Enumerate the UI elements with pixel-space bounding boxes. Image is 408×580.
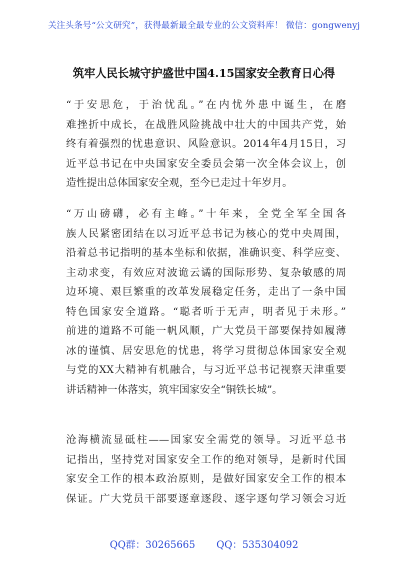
paragraph-line: 难挫折中成长，在战胜风险挑战中壮大的中国共产党，始 bbox=[66, 118, 346, 131]
paragraph-line: 造性提出总体国家安全观，至今已走过十年岁月。 bbox=[66, 177, 293, 189]
paragraph-line: 主动求变，有效应对波诡云谲的国际形势、复杂敏感的周 bbox=[66, 266, 346, 279]
paragraph-line: 边环境、艰巨繁重的改革发展稳定任务，走出了一条中国 bbox=[66, 286, 346, 298]
paragraph-line: 特色国家安全道路。“聪者听于无声，明者见于未形。” bbox=[66, 305, 346, 318]
footer-qq-group: QQ群：30265665 bbox=[109, 540, 196, 551]
paragraph-2 bbox=[66, 205, 346, 400]
paragraph-line: 前进的道路不可能一帆风顺，广大党员干部要保持如履薄 bbox=[66, 325, 346, 337]
footer-contact-note bbox=[0, 537, 408, 551]
paragraph-line: 沿着总书记指明的基本坐标和依据，准确识变、科学应变、 bbox=[66, 247, 346, 259]
paragraph-line: 终有着强烈的忧患意识、风险意识。2014年4月15日，习 bbox=[66, 138, 346, 150]
paragraph-line: 讲话精神一体落实，筑牢国家安全“铜铁长城”。 bbox=[66, 383, 283, 396]
document-title: 筑牢人民长城守护盛世中国4.15国家安全教育日心得 bbox=[72, 66, 336, 80]
paragraph-line: 沧海横流显砥柱——国家安全需党的领导。习近平总书 bbox=[66, 434, 346, 446]
paragraph-line: 与党的XX大精神有机融合，与习近平总书记视察天津重要 bbox=[66, 364, 346, 376]
footer-qq: QQ：535304092 bbox=[216, 540, 299, 551]
paragraph-1 bbox=[66, 96, 346, 194]
paragraph-line: 保证。广大党员干部要逐章逐段、逐字逐句学习领会习近 bbox=[66, 492, 346, 505]
header-promo-note: 关注头条号“公文研究”，获得最新最全最专业的公文资料库！ 微信：gongwenyj bbox=[47, 21, 361, 31]
paragraph-line: 冰的谨慎、居安思危的忧患，将学习贯彻总体国家安全观 bbox=[66, 344, 346, 357]
paragraph-line: 记指出，坚持党对国家安全工作的绝对领导，是新时代国 bbox=[66, 453, 346, 466]
paragraph-line: “万山磅礴，必有主峰。”十年来，全党全军全国各 bbox=[66, 208, 346, 220]
paragraph-line: 族人民紧密团结在以习近平总书记为核心的党中央周围， bbox=[66, 227, 346, 240]
paragraph-line: “于安思危，于治忧乱。”在内忧外患中诞生，在磨 bbox=[66, 99, 346, 111]
paragraph-line: 近平总书记在中央国家安全委员会第一次全体会议上，创 bbox=[66, 157, 346, 170]
paragraph-line: 家安全工作的根本政治原则，是做好国家安全工作的根本 bbox=[66, 473, 346, 485]
paragraph-3 bbox=[66, 431, 346, 509]
